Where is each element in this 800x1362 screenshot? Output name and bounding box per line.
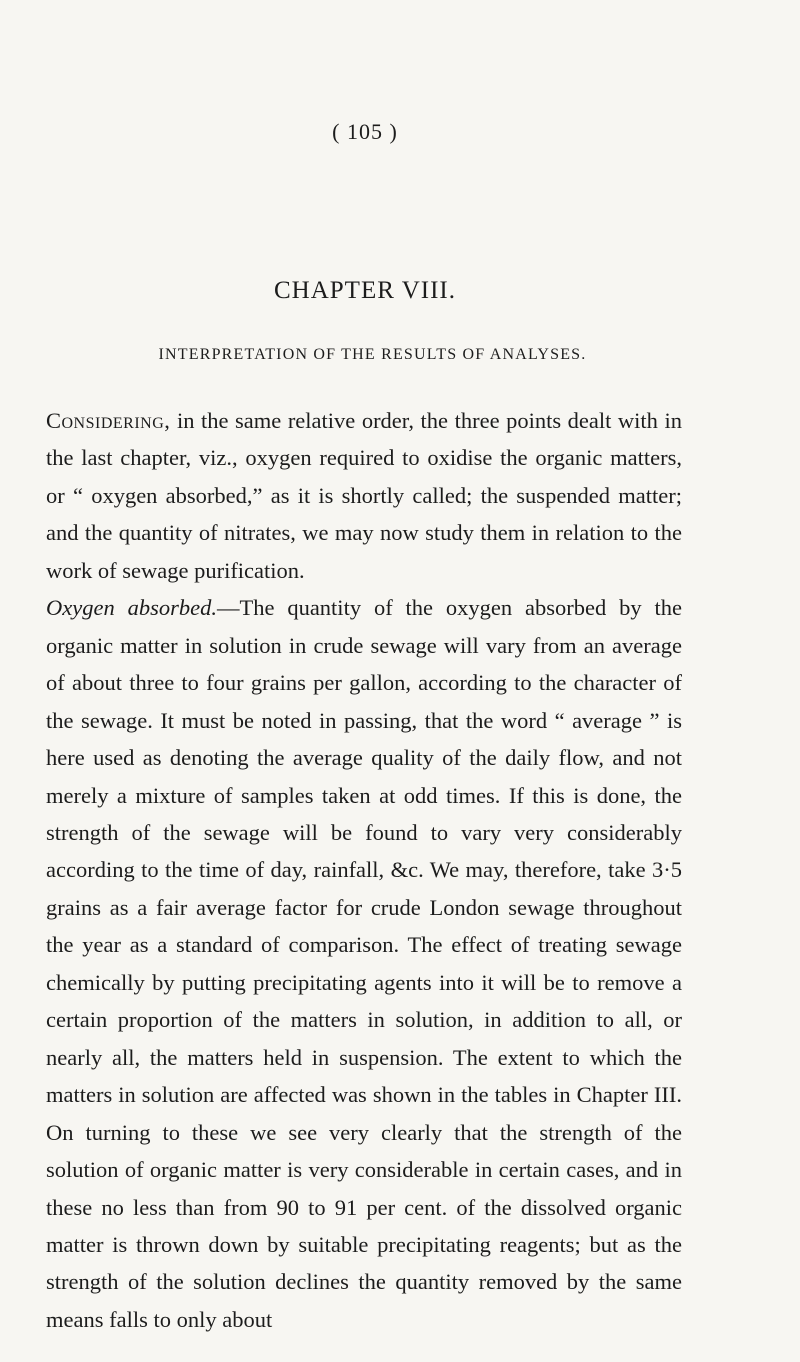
body-text — [46, 402, 682, 1338]
paragraph-text: —The quantity of the oxygen absorbed by the organic matter in solution in crude sewage will vary from an average of about three to four grains per gallon, according to the character of the sewage. It must be noted in passing, that the word “ average ” is here used as denoting the average quality of the daily flow, and not merely a mixture of samples taken at odd times. If this is done, the strength of the sewage will be found to vary very considerably according to the time of day, rainfall, &c. We may, therefore, take 3·5 grains as a fair average factor for crude London sewage throughout the year as a standard of comparison. The effect of treating sewage chemically by putting precipitating agents into it will be to remove a certain proportion of the matters in solution, in addition to all, or nearly all, the matters held in suspension. The extent to which the matters in solution are affected was shown in the tables in Chapter III. On turning to these we see very clearly that the strength of the solution of organic matter is very considerable in certain cases, and in these no less than from 90 to 91 per cent. of the dissolved organic matter is thrown down by suitable precipitating reagents; but as the strength of the solution declines the quantity removed by the same means falls to only about — [46, 595, 682, 1332]
chapter-subtitle: INTERPRETATION OF THE RESULTS OF ANALYSES. — [158, 346, 587, 363]
paragraph-considering — [46, 402, 682, 589]
section-heading-oxygen-absorbed: Oxygen absorbed. — [46, 595, 217, 621]
paragraph-lead: Considering, — [46, 408, 171, 433]
chapter-title: CHAPTER VIII. — [274, 277, 456, 304]
paragraph-oxygen-absorbed — [46, 589, 682, 1338]
paragraph-text: in the same relative order, the three points dealt with in the last chapter, viz., oxygen required to oxidise the organic matters, or “ oxygen absorbed,” as it is shortly called; the suspended matter; and the quantity of nitrates, we may now study them in relation to the work of sewage purification. — [46, 408, 682, 583]
page-number: ( 105 ) — [332, 119, 398, 144]
